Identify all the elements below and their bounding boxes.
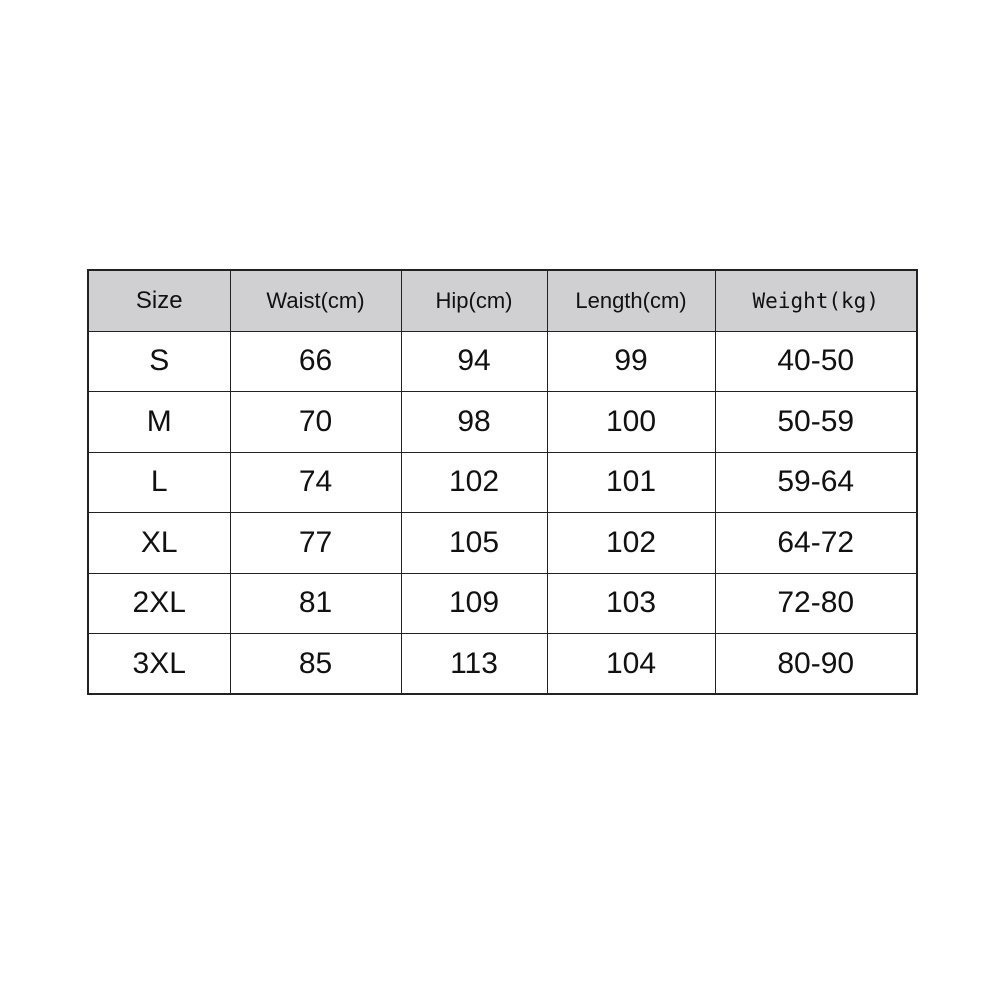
header-size: Size (88, 270, 230, 331)
size-chart-table (87, 269, 918, 695)
table-row (88, 331, 917, 392)
header-hip: Hip(cm) (401, 270, 547, 331)
cell-waist: 74 (230, 452, 401, 513)
header-weight: Weight(kg) (715, 270, 917, 331)
table-row (88, 392, 917, 453)
cell-length: 104 (547, 634, 715, 695)
cell-waist: 77 (230, 513, 401, 574)
table-row (88, 513, 917, 574)
cell-size: M (88, 392, 230, 453)
cell-weight: 50-59 (715, 392, 917, 453)
cell-weight: 59-64 (715, 452, 917, 513)
cell-weight: 40-50 (715, 331, 917, 392)
cell-length: 102 (547, 513, 715, 574)
cell-hip: 94 (401, 331, 547, 392)
cell-length: 100 (547, 392, 715, 453)
header-length: Length(cm) (547, 270, 715, 331)
cell-length: 99 (547, 331, 715, 392)
cell-hip: 109 (401, 573, 547, 634)
cell-hip: 98 (401, 392, 547, 453)
cell-waist: 81 (230, 573, 401, 634)
cell-weight: 72-80 (715, 573, 917, 634)
cell-size: 2XL (88, 573, 230, 634)
table-row (88, 573, 917, 634)
header-row (88, 270, 917, 331)
table-row (88, 634, 917, 695)
cell-size: L (88, 452, 230, 513)
header-waist: Waist(cm) (230, 270, 401, 331)
cell-size: XL (88, 513, 230, 574)
cell-length: 103 (547, 573, 715, 634)
cell-weight: 64-72 (715, 513, 917, 574)
cell-waist: 66 (230, 331, 401, 392)
cell-size: S (88, 331, 230, 392)
cell-hip: 105 (401, 513, 547, 574)
cell-hip: 102 (401, 452, 547, 513)
cell-waist: 70 (230, 392, 401, 453)
cell-length: 101 (547, 452, 715, 513)
table-row (88, 452, 917, 513)
cell-weight: 80-90 (715, 634, 917, 695)
cell-hip: 113 (401, 634, 547, 695)
cell-waist: 85 (230, 634, 401, 695)
cell-size: 3XL (88, 634, 230, 695)
